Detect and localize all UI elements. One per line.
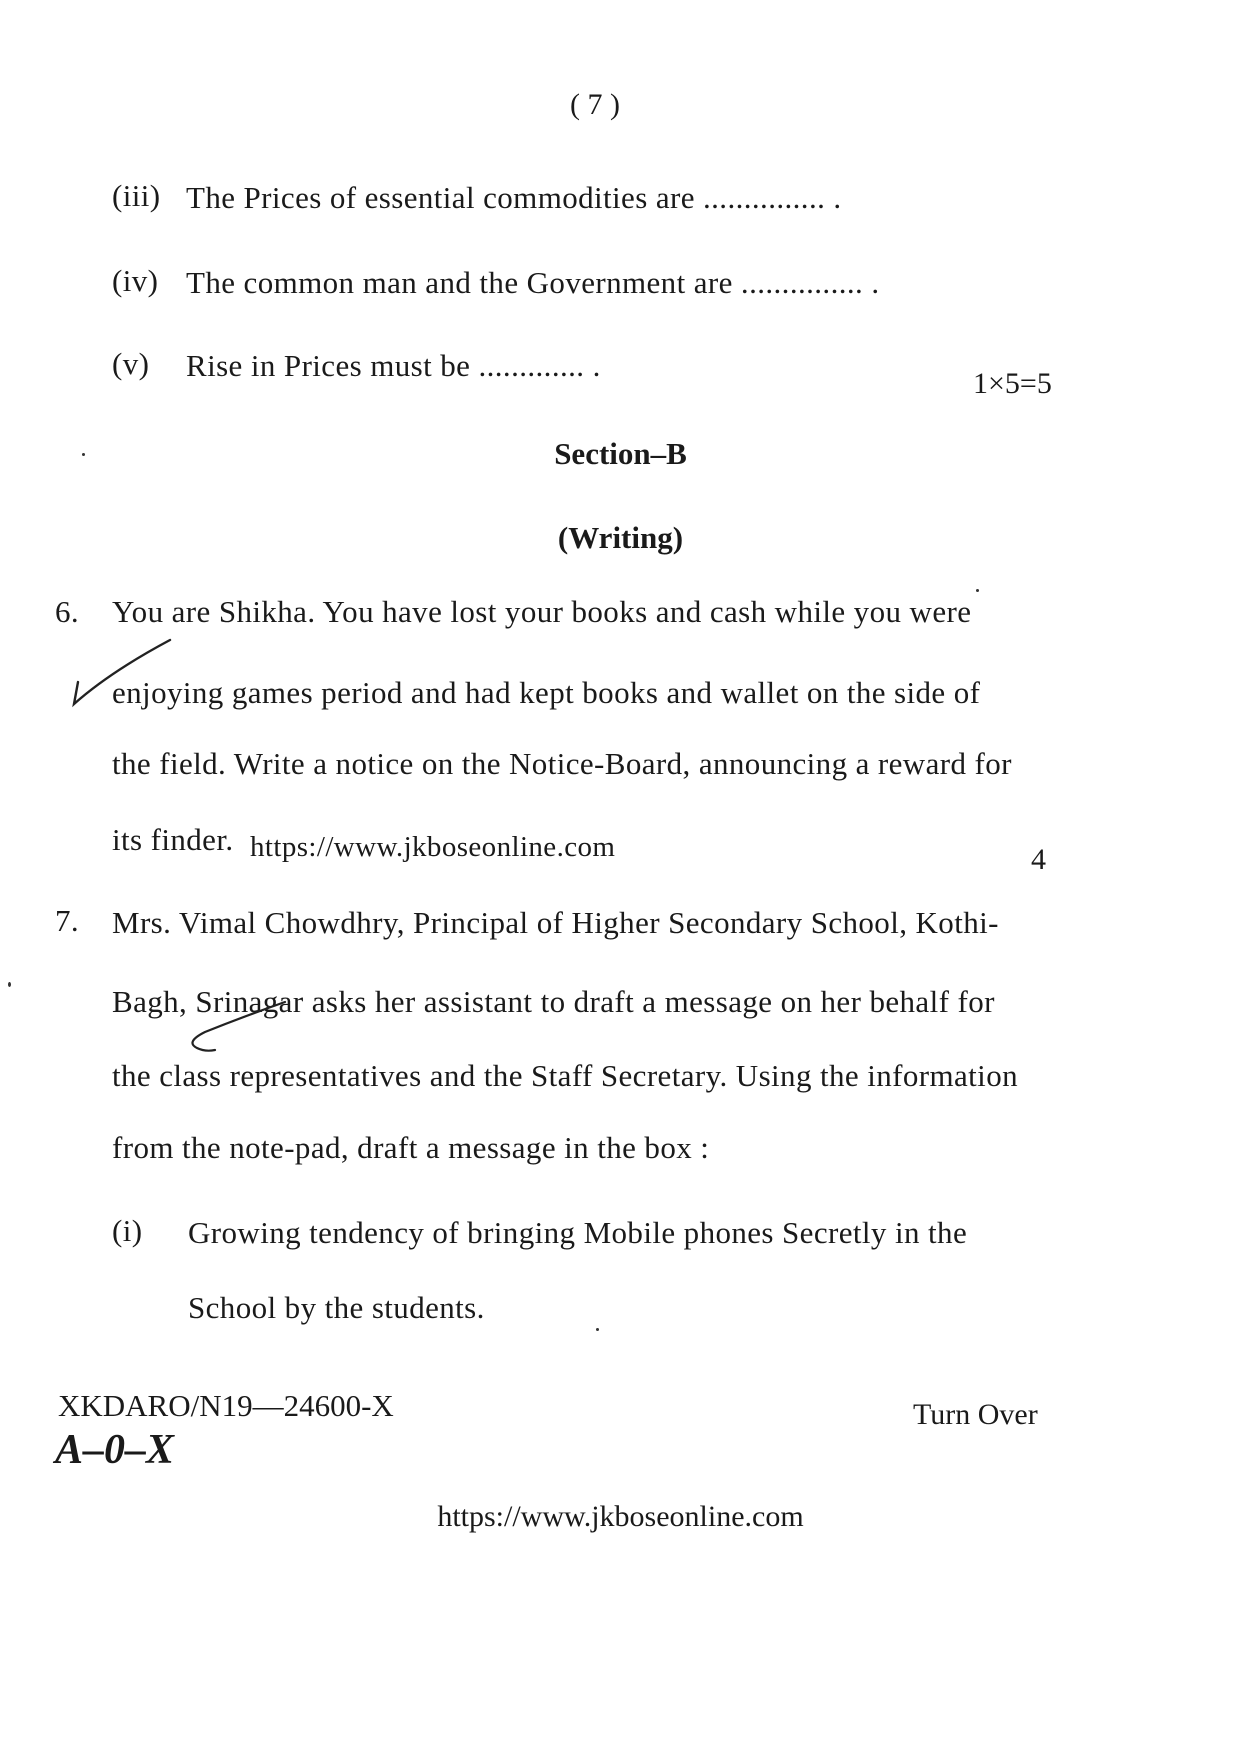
blanks-marks: 1×5=5 — [973, 367, 1052, 400]
question-7-line: Mrs. Vimal Chowdhry, Principal of Higher Secondary School, Kothi- — [112, 905, 999, 940]
blank-item-number: (v) — [112, 346, 150, 381]
question-6-line: You are Shikha. You have lost your books and cash while you were — [112, 594, 972, 629]
handwritten-tick-mark — [70, 632, 180, 712]
paper-code: XKDARO/N19—24600-X — [58, 1388, 394, 1423]
scan-speck — [976, 589, 979, 592]
question-6-line: its finder. — [112, 822, 234, 857]
blank-item-text: The Prices of essential commodities are ............... . — [186, 180, 842, 215]
paper-set: A–0–X — [55, 1427, 175, 1473]
blank-item-text: The common man and the Government are ............... . — [186, 265, 880, 300]
blank-item-text: Rise in Prices must be ............. . — [186, 348, 601, 383]
scan-speck — [82, 453, 85, 456]
question-7-line: Bagh, Srinagar asks her assistant to draft a message on her behalf for — [112, 984, 995, 1019]
section-title: Section–B — [554, 436, 687, 471]
turn-over-note: Turn Over — [913, 1398, 1038, 1431]
question-7-sub-number: (i) — [112, 1213, 143, 1248]
question-7-line: from the note-pad, draft a message in the box : — [112, 1130, 710, 1165]
question-7-number: 7. — [55, 903, 80, 938]
question-6-number: 6. — [55, 594, 80, 629]
footer-url: https://www.jkboseonline.com — [437, 1500, 804, 1533]
scan-speck — [8, 982, 11, 987]
question-6-url: https://www.jkboseonline.com — [250, 831, 616, 863]
handwritten-pen-mark — [185, 996, 295, 1062]
question-6-line: the field. Write a notice on the Notice-Board, announcing a reward for — [112, 746, 1012, 781]
blank-item-number: (iii) — [112, 178, 161, 213]
section-subtitle: (Writing) — [557, 520, 684, 555]
scan-speck — [596, 1328, 599, 1331]
page-number: ( 7 ) — [570, 88, 620, 121]
question-7-sub-line: School by the students. — [188, 1290, 485, 1325]
blank-item-number: (iv) — [112, 263, 159, 298]
question-6-line: enjoying games period and had kept books and wallet on the side of — [112, 675, 981, 710]
question-6-marks: 4 — [1031, 843, 1046, 876]
question-7-sub-line: Growing tendency of bringing Mobile phones Secretly in the — [188, 1215, 968, 1250]
question-7-line: the class representatives and the Staff Secretary. Using the information — [112, 1058, 1018, 1093]
